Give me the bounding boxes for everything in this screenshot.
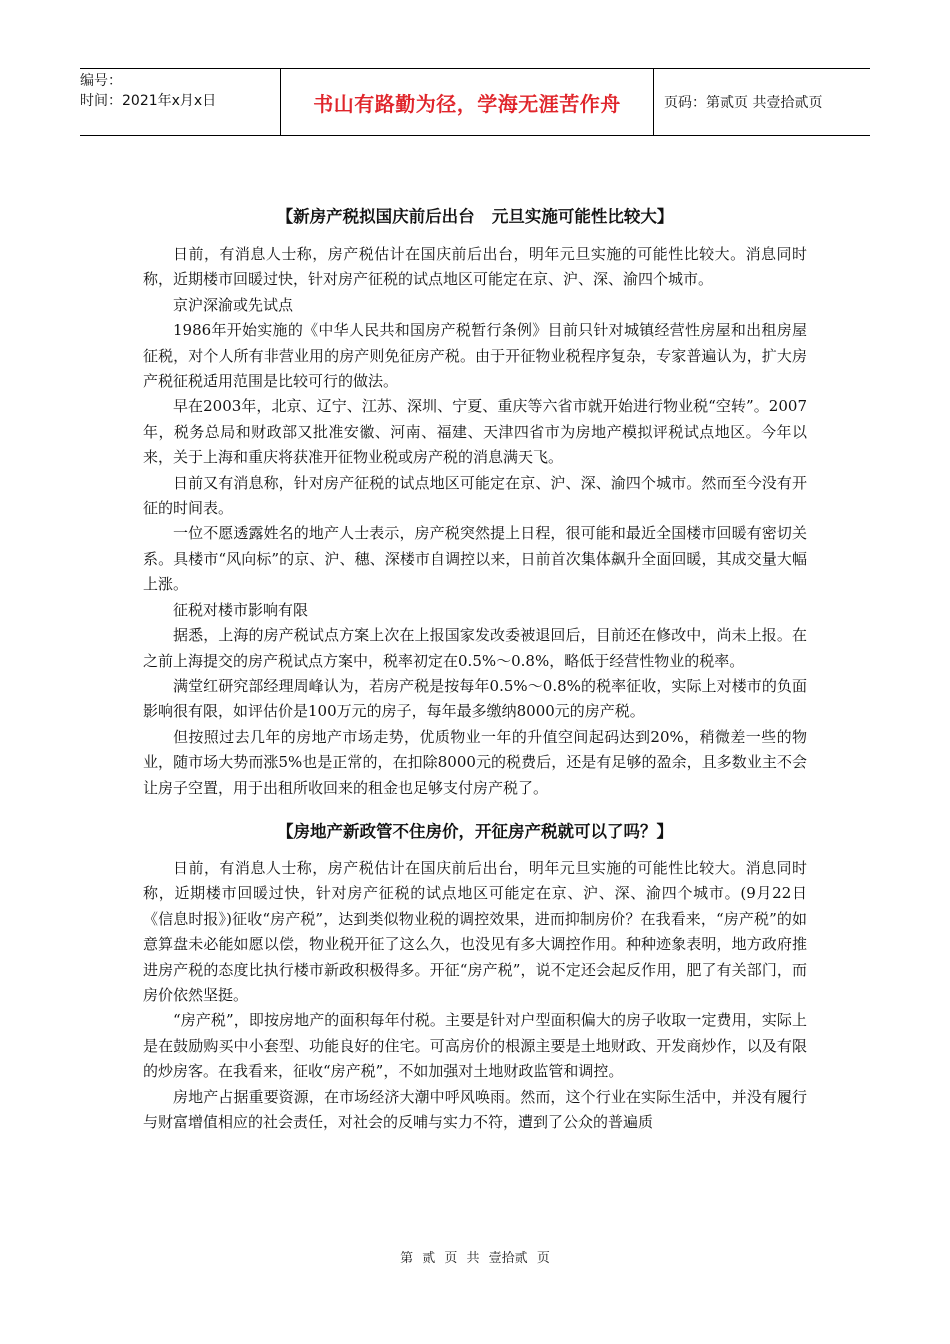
document-code-label: 编号：: [80, 73, 122, 89]
header-motto: 书山有路勤为径，学海无涯苦作舟: [313, 91, 621, 116]
article-2-paragraph: “房产税”，即按房地产的面积每年付税。主要是针对户型面积偏大的房子收取一定费用，实际上是在鼓励购买中小套型、功能良好的住宅。可高房价的根源主要是土地财政、开发商炒作，以及有限的炒房客。在我看来，征收“房产税”，不如加强对土地财政监管和调控。: [143, 1011, 807, 1081]
page-header: [80, 68, 870, 136]
header-motto-cell: [281, 69, 654, 135]
article-1-paragraph: 日前，有消息人士称，房产税估计在国庆前后出台，明年元旦实施的可能性比较大。消息同时称，近期楼市回暖过快，针对房产征税的试点地区可能定在京、沪、深、渝四个城市。: [143, 245, 807, 289]
article-1-paragraph: 日前又有消息称，针对房产征税的试点地区可能定在京、沪、深、渝四个城市。然而至今没有开征的时间表。: [143, 473, 807, 518]
article-1-paragraph: 早在2003年，北京、辽宁、江苏、深圳、宁夏、重庆等六省市就开始进行物业税“空转”。2007年，税务总局和财政部又批准安徽、河南、福建、天津四省市为房地产模拟评税试点地区。今年以来，关于上海和重庆将获准开征物业税或房产税的消息满天飞。: [143, 397, 807, 467]
article-2-paragraph: 房地产占据重要资源，在市场经济大潮中呼风唤雨。然而，这个行业在实际生活中，并没有履行与财富增值相应的社会责任，对社会的反哺与实力不符，遭到了公众的普遍质: [143, 1087, 807, 1131]
article-1-paragraph: 一位不愿透露姓名的地产人士表示，房产税突然提上日程，很可能和最近全国楼市回暖有密切关系。具楼市“风向标”的京、沪、穗、深楼市自调控以来，日前首次集体飙升全面回暖，其成交量大幅上涨。: [143, 524, 807, 594]
article-1-paragraph: 据悉，上海的房产税试点方案上次在上报国家发改委被退回后，目前还在修改中，尚未上报。在之前上海提交的房产税试点方案中，税率初定在0.5%～0.8%，略低于经营性物业的税率。: [143, 626, 807, 670]
article-1-paragraph: 满堂红研究部经理周峰认为，若房产税是按每年0.5%～0.8%的税率征收，实际上对楼市的负面影响很有限，如评估价是100万元的房子，每年最多缴纳8000元的房产税。: [143, 676, 807, 721]
header-page-info: 页码：第贰页 共壹拾贰页: [664, 95, 823, 111]
header-page-cell: [654, 69, 870, 135]
page-footer: 第 贰 页 共 壹拾贰 页: [400, 1251, 550, 1266]
article-2-title: 【房地产新政管不住房价，开征房产税就可以了吗？】: [277, 821, 673, 841]
article-1-subheading: 京沪深渝或先试点: [173, 295, 294, 314]
article-1-paragraph: 但按照过去几年的房地产市场走势，优质物业一年的升值空间起码达到20%，稍微差一些的物业，随市场大势而涨5%也是正常的，在扣除8000元的税费后，还是有足够的盈余，且多数业主不会让房子空置，用于出租所收回来的租金也足够支付房产税了。: [143, 727, 807, 797]
article-1-title: 【新房产税拟国庆前后出台 元旦实施可能性比较大】: [276, 207, 674, 226]
header-info-cell: [80, 69, 281, 135]
document-time-label: 时间：2021年x月x日: [80, 93, 217, 109]
document-body: [143, 205, 807, 1135]
article-1-paragraph: 1986年开始实施的《中华人民共和国房产税暂行条例》目前只针对城镇经营性房屋和出租房屋征税，对个人所有非营业用的房产则免征房产税。由于开征物业税程序复杂，专家普遍认为，扩大房产税征税适用范围是比较可行的做法。: [143, 321, 807, 391]
article-2-paragraph: 日前，有消息人士称，房产税估计在国庆前后出台，明年元旦实施的可能性比较大。消息同时称，近期楼市回暖过快，针对房产征税的试点地区可能定在京、沪、深、渝四个城市。(9月22日《信息时报》)征收“房产税”，达到类似物业税的调控效果，进而抑制房价？在我看来，“房产税”的如意算盘未必能如愿以偿，物业税开征了这么久，也没见有多大调控作用。种种迹象表明，地方政府推进房产税的态度比执行楼市新政积极得多。开征“房产税”，说不定还会起反作用，肥了有关部门，而房价依然坚挺。: [143, 858, 807, 1004]
article-1-subheading: 征税对楼市影响有限: [173, 600, 309, 619]
